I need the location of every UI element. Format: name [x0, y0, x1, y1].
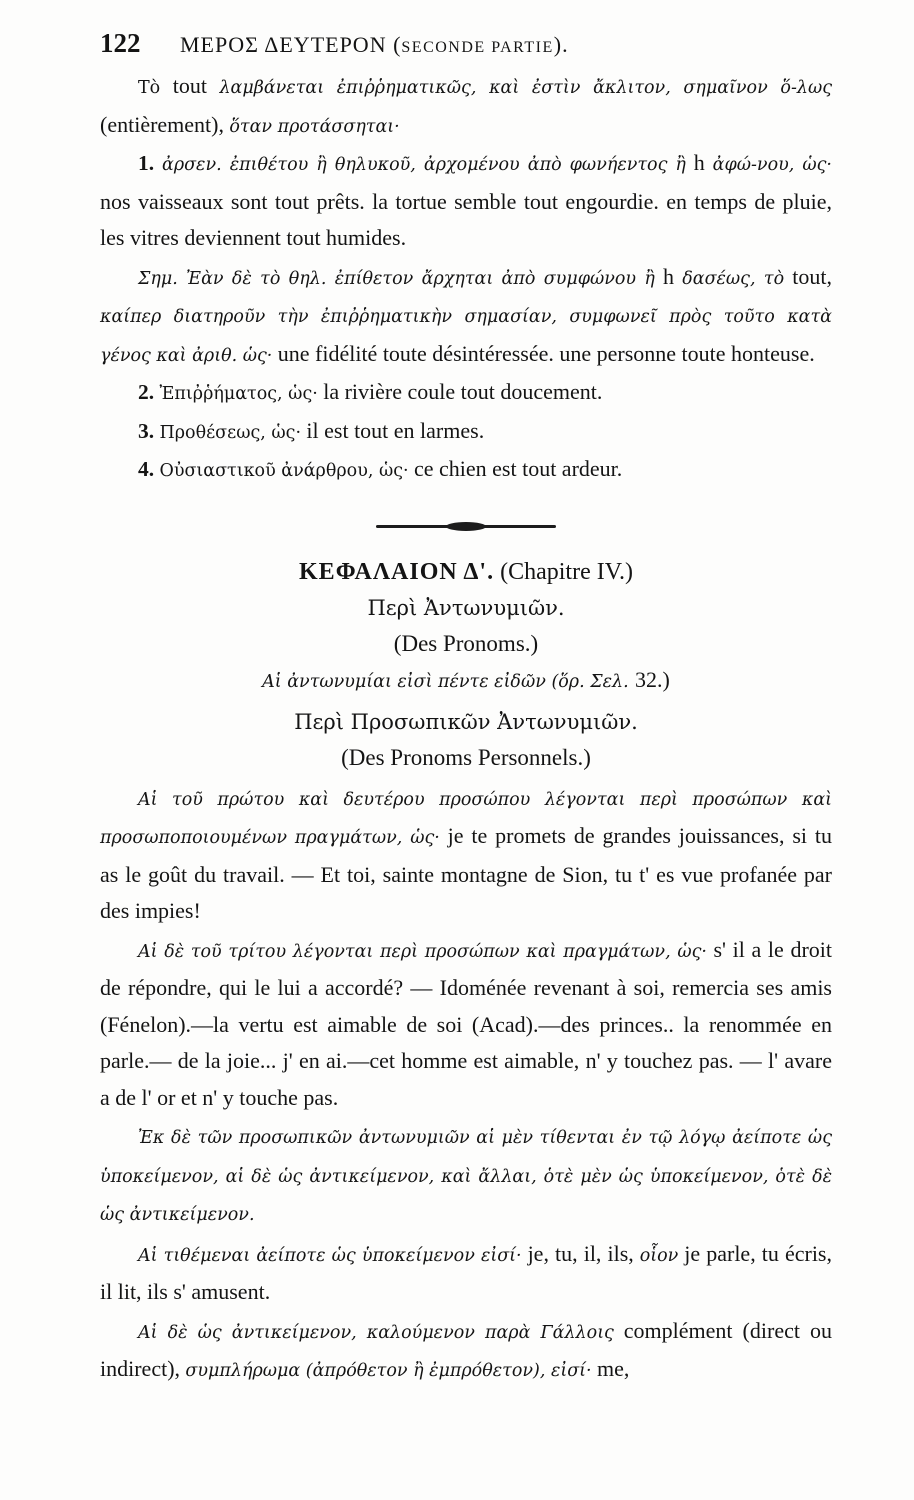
running-title-greek: ΜΕΡΟΣ ΔΕΥΤΕΡΟΝ ( — [180, 32, 402, 57]
intro-french-2: (entièrement), — [100, 111, 224, 137]
paragraph-third-person — [100, 932, 832, 1117]
intro-paragraph — [100, 68, 832, 145]
ornamental-divider — [100, 516, 832, 538]
intro-greek-3: ὅταν προτάσσηται· — [229, 116, 400, 137]
para-greek: Αἱ δὲ τοῦ τρίτου λέγονται περὶ προσώπων καὶ πραγμάτων, ὡς· — [138, 941, 707, 962]
paragraph-first-second-person — [100, 780, 832, 930]
rule-item-greek: ἀρσεν. ἐπιθέτου ἢ θηλυκοῦ, ἀρχομένου ἀπὸ φωνήεντος ἢ — [162, 155, 686, 175]
rule-item-number: 2. — [138, 380, 155, 404]
paragraph-subject-pronouns — [100, 1236, 832, 1311]
rule-item-number: 1. — [138, 151, 155, 175]
intro-greek-1: Τὸ — [138, 78, 161, 98]
page-content — [100, 28, 832, 1390]
rule-item-example: la rivière coule tout doucement. — [323, 379, 603, 404]
para-greek-2: συμπλήρωμα (ἀπρόθετον ἢ ἐμπρόθετον), εἰσί· — [185, 1361, 592, 1381]
para-pronoun-list: je, tu, il, ils, — [527, 1240, 634, 1266]
rule-item-example: ce chien est tout ardeur. — [413, 456, 623, 481]
rule-item-greek: Ἐπιῤῥήματος, ὡς· — [159, 384, 318, 404]
rule-item-greek: Προθέσεως, ὡς· — [159, 422, 302, 443]
paragraph-subject-object — [100, 1118, 832, 1234]
rule-item-4 — [100, 451, 832, 490]
para-example: je te promets de grandes jouissances, si tu as le goût du travail. — Et toi, sainte montagne de Sion, tu t' es vue profanée par des impies! — [100, 823, 832, 923]
rule-item-1 — [100, 145, 832, 257]
note-letter: h — [663, 263, 675, 289]
para-greek: Αἱ δὲ ὡς ἀντικείμενον, καλούμενον παρὰ Γάλλοις — [138, 1322, 614, 1343]
para-greek-2: οἷον — [639, 1245, 679, 1266]
para-example: je parle, tu écris, il lit, ils s' amusent. — [100, 1240, 832, 1304]
rule-item-letter: h — [693, 150, 705, 175]
rule-item-2 — [100, 374, 832, 413]
note-paragraph — [100, 259, 832, 375]
rule-item-greek: Οὐσιαστικοῦ ἀνάρθρου, ὡς· — [159, 461, 409, 481]
running-title-close: ). — [553, 32, 569, 57]
rule-item-example: nos vaisseaux sont tout prêts. la tortue semble tout engourdie. en temps de pluie, les vitres deviennent tout humides. — [100, 188, 832, 250]
running-head — [100, 28, 832, 68]
note-greek-1: Σημ. Ἐὰν δὲ τὸ θηλ. ἐπίθετον ἄρχηται ἀπὸ συμφώνου ἢ — [138, 268, 655, 289]
ornament-rule-icon — [376, 525, 556, 528]
para-pronoun-start: me, — [596, 1356, 630, 1381]
subsection-title-french: (Des Pronoms Personnels.) — [341, 744, 591, 770]
para-example: s' il a le droit de répondre, qui le lui a accordé? — Idoménée revenant à soi, remercia ses amis (Fénelon).—la vertu est aimable de soi (Acad).—des princes.. la renommée en parle.— de la joie... j' en ai.—cet homme est aimable, n' y touchez pas. — l' avare a de l' or et n' y touche pas. — [100, 936, 832, 1110]
section-title-french: (Des Pronoms.) — [393, 630, 539, 656]
section-intro-line — [100, 662, 832, 700]
rule-item-greek-2: ἀφώ-νου, ὡς· — [712, 155, 832, 175]
running-title-french: SECONDE PARTIE — [401, 39, 554, 56]
rule-item-number: 4. — [138, 457, 155, 481]
note-greek-3: καίπερ διατηροῦν τὴν ἐπιῤῥηματικὴν σημασίαν, συμφωνεῖ πρὸς τοῦτο κατὰ γένος καὶ ἀριθ. ὡς· — [100, 307, 832, 366]
subsection-title-greek: Περὶ Προσωπικῶν Ἀντωνυμιῶν. — [294, 709, 638, 734]
rule-item-3 — [100, 413, 832, 452]
para-greek: Αἱ τοῦ πρώτου καὶ δευτέρου προσώπου λέγονται περὶ προσώπων καὶ προσωποποιουμένων πραγμάτων, ὡς· — [100, 789, 832, 848]
section-intro-page-ref: 32.) — [635, 666, 670, 692]
rule-item-example: il est tout en larmes. — [306, 417, 485, 443]
running-title — [180, 32, 569, 58]
chapter-greek: ΚΕΦΑΛΑΙΟΝ Δ'. — [299, 558, 495, 585]
chapter-heading — [100, 554, 832, 590]
para-greek: Ἐκ δὲ τῶν προσωπικῶν ἀντωνυμιῶν αἱ μὲν τίθενται ἐν τῷ λόγῳ ἀείποτε ὡς ὑποκείμενον, αἱ δὲ ὡς ἀντικείμενον, καὶ ἄλλαι, ὁτὲ μὲν ὡς ὑποκείμενον, ὁτὲ δὲ ὡς ἀντικείμενον. — [100, 1128, 832, 1225]
para-french-term: complément (direct ou indirect), — [100, 1317, 833, 1381]
note-example: une fidélité toute désintéressée. une personne toute honteuse. — [277, 340, 815, 366]
page-number: 122 — [100, 28, 141, 58]
note-french-tout: tout, — [792, 263, 833, 289]
para-greek: Αἱ τιθέμεναι ἀείποτε ὡς ὑποκείμενον εἰσί· — [138, 1245, 522, 1266]
intro-greek-2: λαμβάνεται ἐπιῤῥηματικῶς, καὶ ἐστὶν ἄκλιτον, σημαῖνον ὅ-λως — [219, 78, 833, 98]
paragraph-object-pronouns — [100, 1313, 832, 1390]
section-intro-greek: Αἱ ἀντωνυμίαι εἰσὶ πέντε εἰδῶν (ὅρ. Σελ. — [262, 671, 629, 692]
rule-item-number: 3. — [138, 418, 155, 443]
intro-french-1: tout — [172, 73, 207, 98]
note-greek-2: δασέως, τὸ — [682, 268, 785, 289]
chapter-french: (Chapitre IV.) — [500, 558, 633, 585]
section-title-greek: Περὶ Ἀντωνυμιῶν. — [367, 595, 565, 620]
